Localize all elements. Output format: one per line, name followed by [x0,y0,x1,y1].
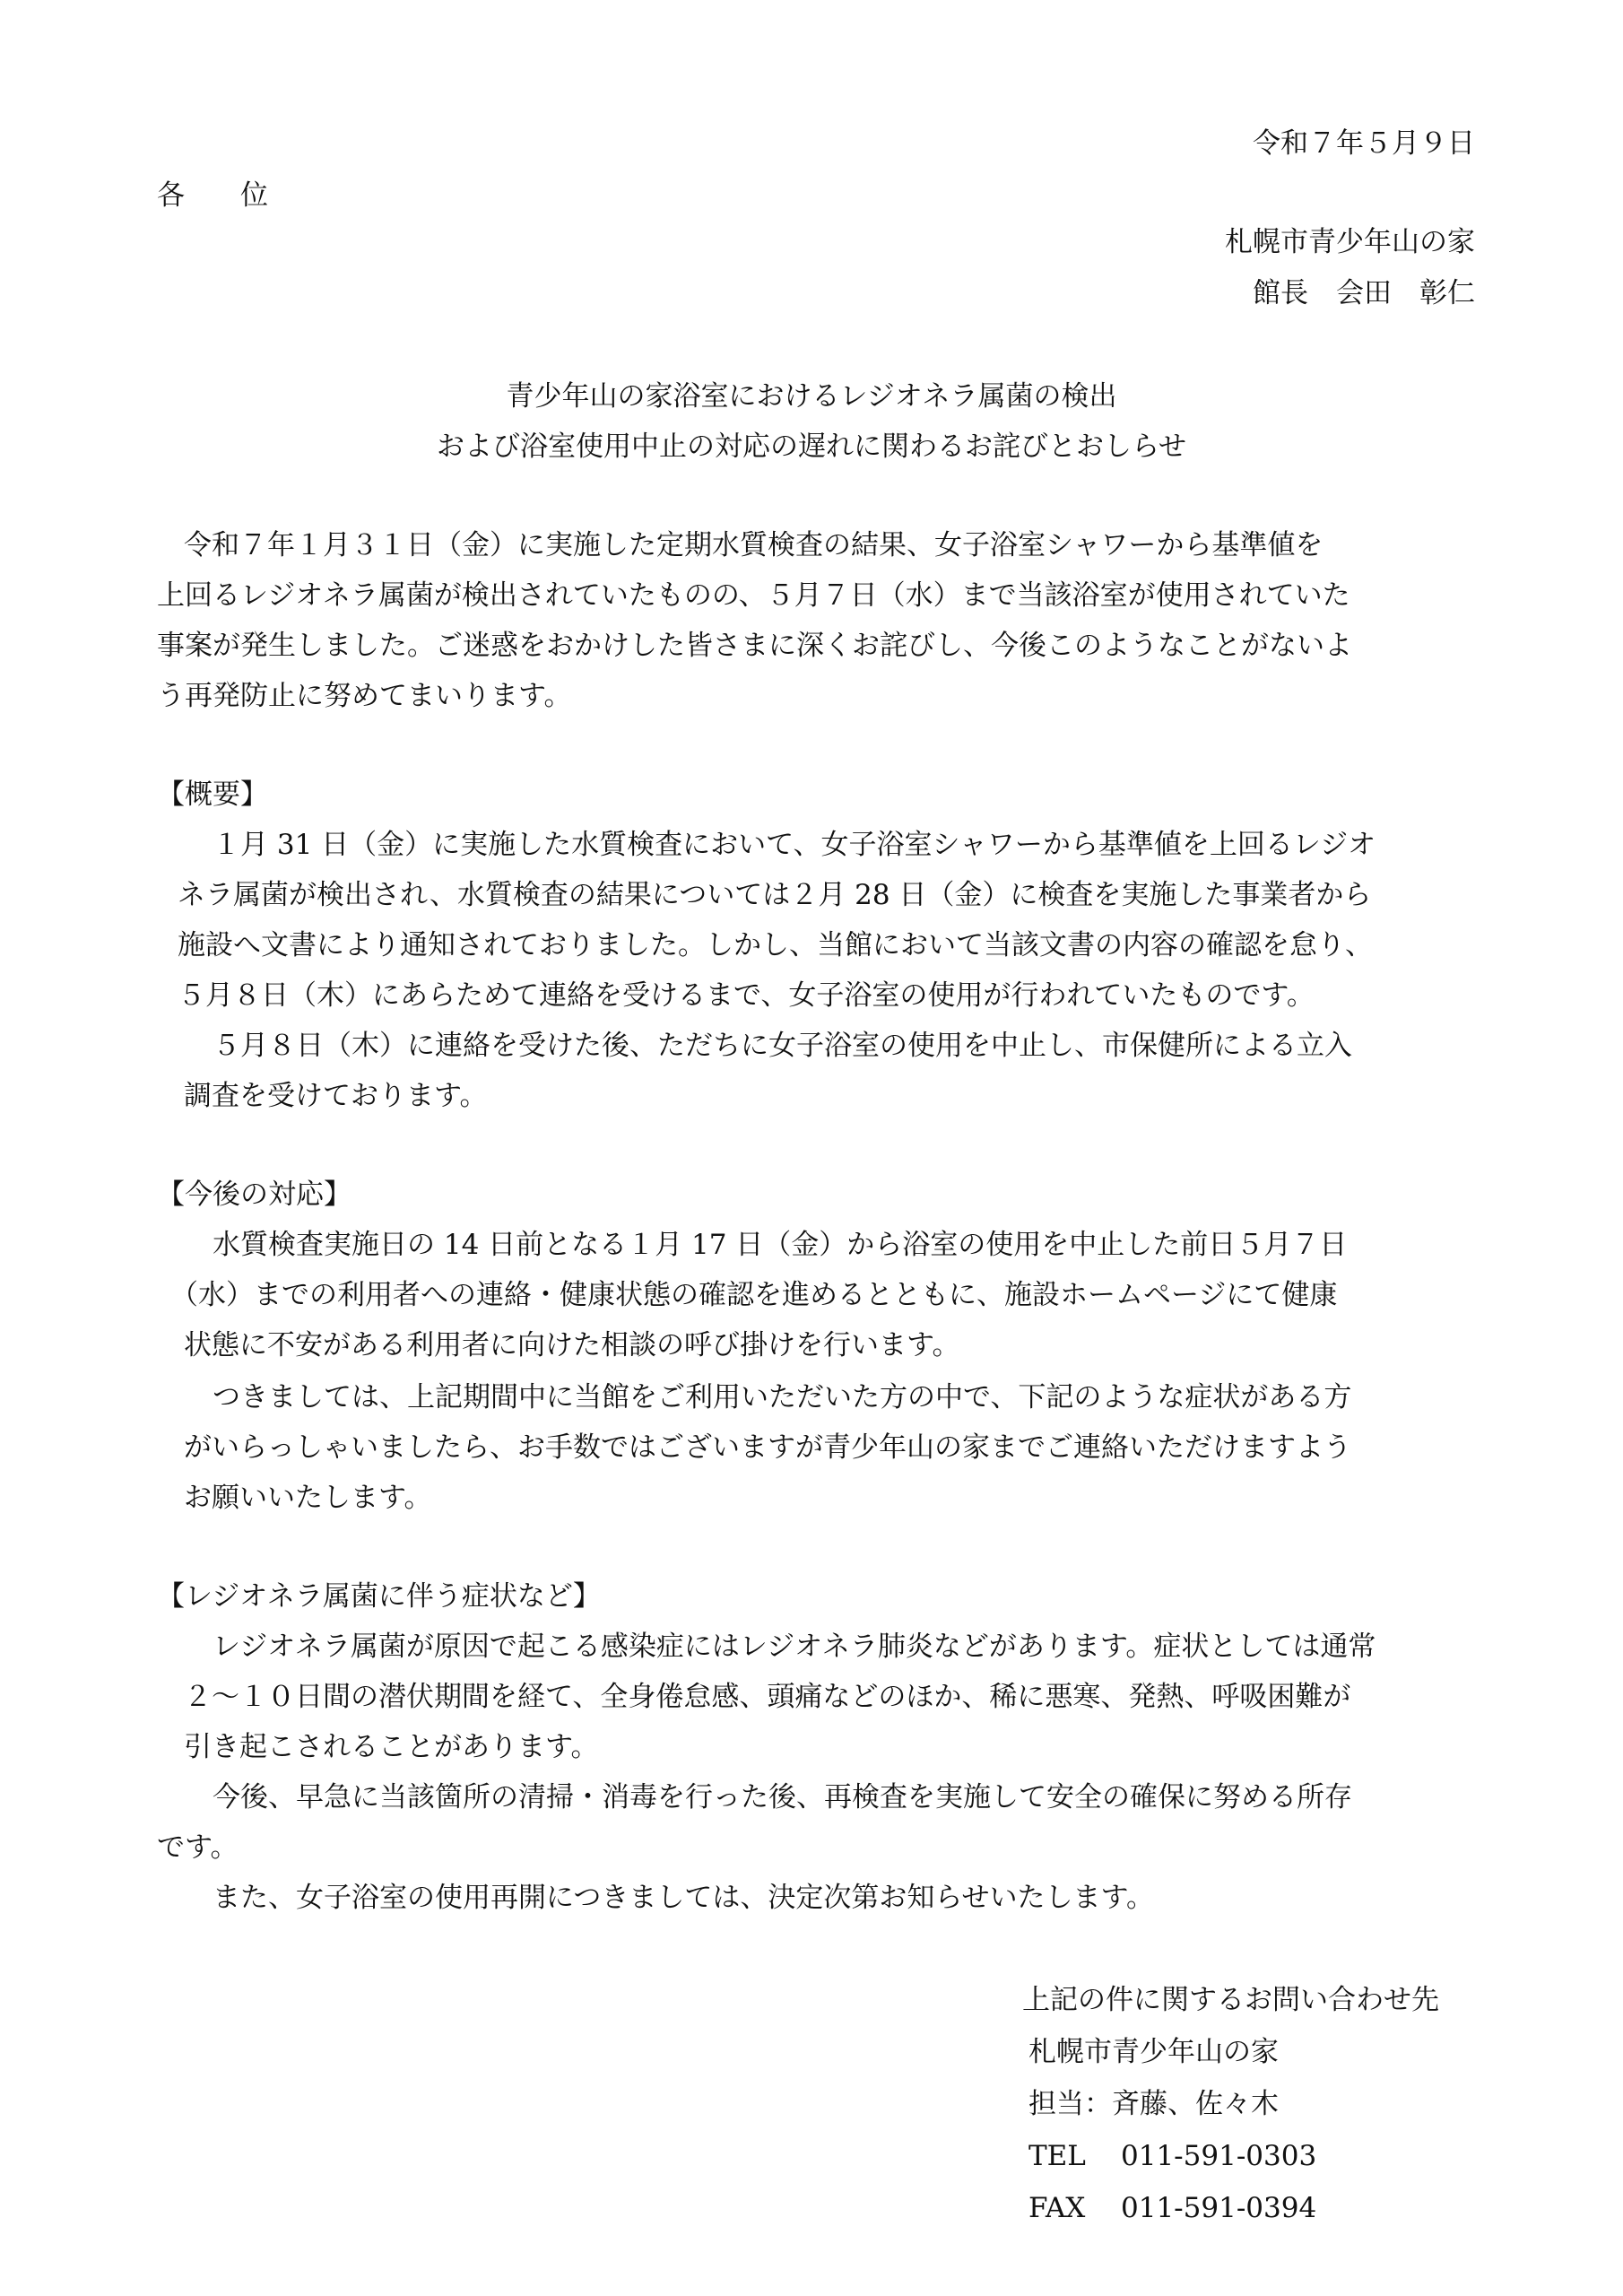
contact-tel [1028,2138,1317,2174]
fax-number: 011-591-0394 [1121,2192,1317,2224]
response-line: がいらっしゃいましたら、お手数ではございますが青少年山の家までご連絡いただけますよう [184,1431,1351,1464]
response-line: お願いいたします。 [184,1482,432,1514]
overview-line: 施設へ文書により通知されておりました。しかし、当館において当該文書の内容の確認を怠り、 [178,929,1373,961]
sender-name: 館長 会田 彰仁 [1253,277,1475,309]
section-heading-overview: 【概要】 [157,778,268,811]
intro-line: う再発防止に努めてまいります。 [157,680,572,712]
overview-line: ５月８日（木）に連絡を受けた後、ただちに女子浴室の使用を中止し、市保健所による立入 [213,1030,1352,1062]
tel-label: TEL [1028,2140,1086,2172]
intro-line: 上回るレジオネラ属菌が検出されていたものの、５月７日（水）まで当該浴室が使用されていた [157,579,1350,612]
overview-line: １月 31 日（金）に実施した水質検査において、女子浴室シャワーから基準値を上回るレジオ [213,829,1376,861]
overview-line: 調査を受けております。 [184,1080,488,1112]
contact-heading: 上記の件に関するお問い合わせ先 [1022,1984,1439,2016]
document-date: 令和７年５月９日 [1253,127,1475,160]
symptoms-line: ２～１０日間の潜伏期間を経て、全身倦怠感、頭痛などのほか、稀に悪寒、発熱、呼吸困難が [184,1681,1351,1713]
section-heading-symptoms: 【レジオネラ属菌に伴う症状など】 [157,1580,601,1613]
response-line: 水質検査実施日の 14 日前となる１月 17 日（金）から浴室の使用を中止した前日５月７日 [213,1229,1348,1261]
overview-line: ５月８日（木）にあらためて連絡を受けるまで、女子浴室の使用が行われていたものです。 [178,979,1315,1012]
contact-fax [1028,2190,1317,2226]
title-line-1: 青少年山の家浴室におけるレジオネラ属菌の検出 [506,380,1117,413]
symptoms-line: レジオネラ属菌が原因で起こる感染症にはレジオネラ肺炎などがあります。症状としては通常 [213,1631,1376,1663]
symptoms-line: です。 [157,1831,239,1864]
symptoms-line: 今後、早急に当該箇所の清掃・消毒を行った後、再検査を実施して安全の確保に努める所存 [213,1781,1352,1813]
tel-number: 011-591-0303 [1121,2140,1317,2172]
symptoms-line: また、女子浴室の使用再開につきましては、決定次第お知らせいたします。 [213,1882,1154,1914]
overview-line: ネラ属菌が検出され、水質検査の結果については２月 28 日（金）に検査を実施した事業者から [178,879,1372,911]
symptoms-line: 引き起こされることがあります。 [184,1731,599,1763]
title-line-2: および浴室使用中止の対応の遅れに関わるお詫びとおしらせ [436,430,1187,463]
response-line: 状態に不安がある利用者に向けた相談の呼び掛けを行います。 [184,1329,960,1361]
response-line: つきましては、上記期間中に当館をご利用いただいた方の中で、下記のような症状がある方 [213,1381,1352,1413]
intro-line: 令和７年１月３１日（金）に実施した定期水質検査の結果、女子浴室シャワーから基準値を [184,529,1324,561]
fax-label: FAX [1028,2192,1086,2224]
section-heading-response: 【今後の対応】 [157,1178,352,1211]
contact-organization: 札幌市青少年山の家 [1028,2036,1279,2068]
contact-person: 担当：斉藤、佐々木 [1028,2088,1279,2120]
response-line: （水）までの利用者への連絡・健康状態の確認を進めるとともに、施設ホームページにて健康 [170,1279,1338,1311]
intro-line: 事案が発生しました。ご迷惑をおかけした皆さまに深くお詫びし、今後このようなことがないよ [157,630,1352,662]
addressee: 各 位 [157,179,268,212]
sender-organization: 札幌市青少年山の家 [1225,226,1475,258]
